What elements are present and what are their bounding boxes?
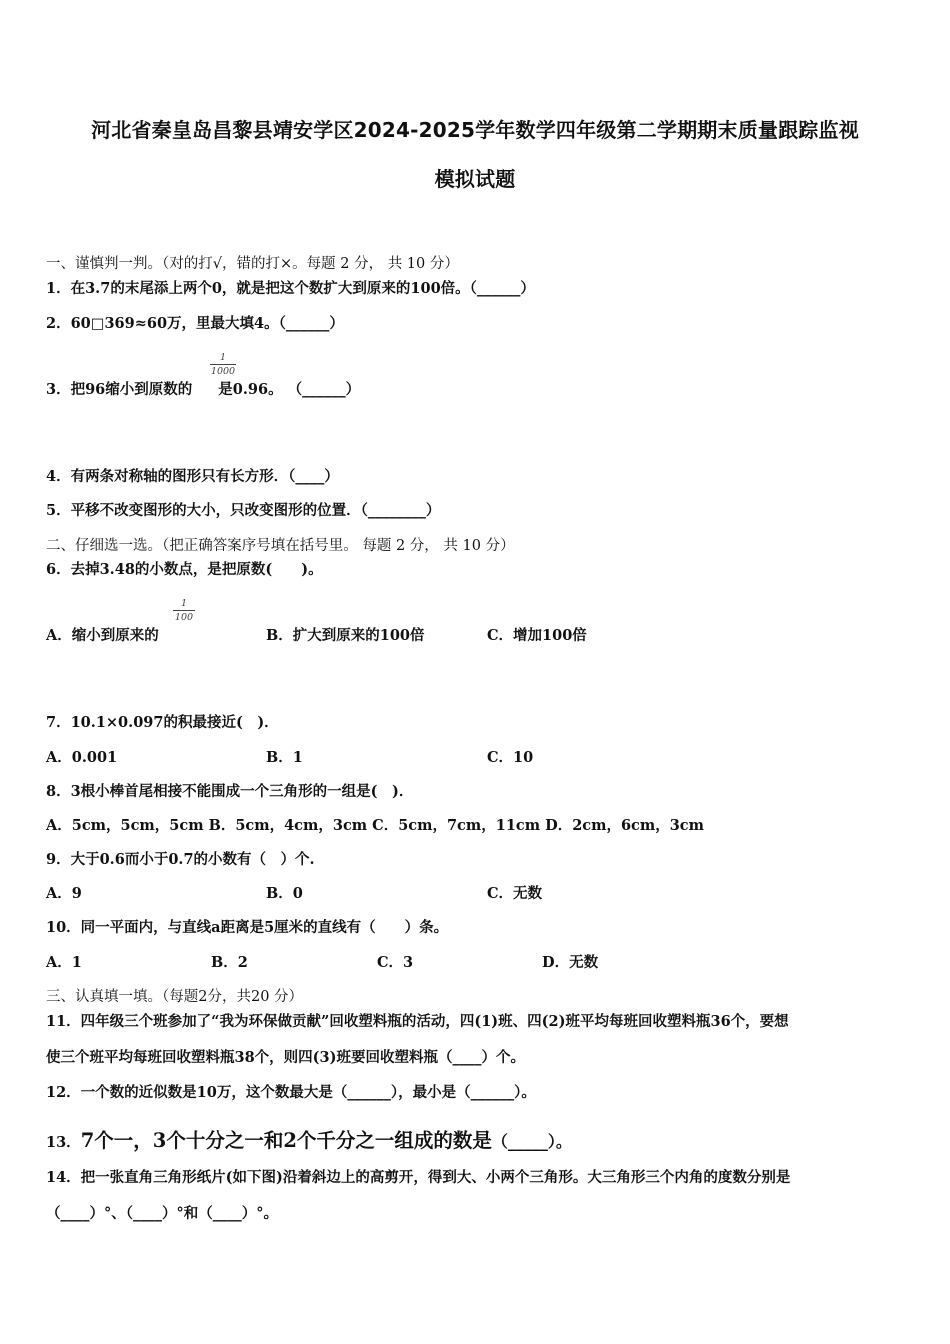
question-3: [46, 378, 360, 399]
question-7-option-c: C．10: [487, 749, 534, 766]
question-8-options: A．5cm，5cm，5cm B．5cm，4cm，3cm C．5cm，7cm，11cm D．2cm，6cm，3cm: [46, 817, 704, 834]
section-2-heading: 二、仔细选一选。（把正确答案序号填在括号里。 每题 2 分， 共 10 分）: [46, 538, 515, 554]
section-1-heading: 一、谨慎判一判。（对的打√，错的打×。每题 2 分， 共 10 分）: [46, 256, 459, 272]
question-13: [46, 1125, 572, 1153]
question-6-option-b: B．扩大到原来的100倍: [266, 627, 425, 644]
question-6-option-a: A．缩小到原来的: [46, 627, 159, 644]
question-9-option-b: B．0: [266, 885, 303, 902]
question-10-option-a: A．1: [46, 954, 82, 971]
question-4: 4．有两条对称轴的图形只有长方形．（____）: [46, 468, 339, 485]
question-9-option-a: A．9: [46, 885, 82, 902]
page-title-line1: 河北省秦皇岛昌黎县靖安学区2024-2025学年数学四年级第二学期期末质量跟踪监视: [91, 118, 859, 142]
question-11-line1: 11．四年级三个班参加了“我为环保做贡献”回收塑料瓶的活动，四(1)班、四(2)班平均每班回收塑料瓶36个，要想: [46, 1013, 789, 1030]
fraction-1-100: 1 100: [174, 598, 194, 623]
question-12: 12．一个数的近似数是10万，这个数最大是（______），最小是（______）。: [46, 1084, 536, 1101]
question-9-stem: 9．大于0.6而小于0.7的小数有（ ）个.: [46, 851, 315, 868]
question-10-stem: 10．同一平面内，与直线a距离是5厘米的直线有（ ）条。: [46, 919, 449, 936]
question-13-text: 7个一，3个十分之一和2个千分之一组成的数是: [80, 1129, 492, 1152]
question-13-number: 13．: [46, 1134, 81, 1151]
question-3-before: 3．把96缩小到原数的: [46, 381, 193, 398]
question-10-option-d: D．无数: [542, 954, 599, 971]
question-6-option-c: C．增加100倍: [487, 627, 587, 644]
question-2: 2．60□369≈60万，里最大填4。（______）: [46, 315, 344, 332]
question-3-after: 是0.96。 （______）: [218, 381, 361, 398]
question-14-line1: 14．把一张直角三角形纸片(如下图)沿着斜边上的高剪开，得到大、小两个三角形。大三角形三个内角的度数分别是: [46, 1169, 791, 1186]
question-6-stem: 6．去掉3.48的小数点，是把原数( )。: [46, 561, 323, 578]
question-8-stem: 8．3根小棒首尾相接不能围成一个三角形的一组是( )．: [46, 783, 414, 800]
question-10-option-b: B．2: [211, 954, 248, 971]
page-title-line2: 模拟试题: [434, 167, 516, 191]
question-1: 1．在3.7的末尾添上两个0，就是把这个数扩大到原来的100倍。（______）: [46, 280, 535, 297]
fraction-1-1000: 1 1000: [210, 352, 236, 377]
question-11-line2: 使三个班平均每班回收塑料瓶38个，则四(3)班要回收塑料瓶（____）个。: [46, 1049, 525, 1066]
question-13-blank: （_____）。: [491, 1132, 572, 1151]
question-9-option-c: C．无数: [487, 885, 543, 902]
question-5: 5．平移不改变图形的大小，只改变图形的位置．（________）: [46, 502, 441, 519]
question-7-option-a: A．0.001: [46, 749, 118, 766]
question-14-line2: （____）°、（____）°和（____）°。: [46, 1205, 278, 1222]
question-7-option-b: B．1: [266, 749, 303, 766]
question-7-stem: 7．10.1×0.097的积最接近( )．: [46, 714, 279, 731]
section-3-heading: 三、认真填一填。（每题2分，共20 分）: [46, 989, 304, 1005]
question-10-option-c: C．3: [377, 954, 414, 971]
